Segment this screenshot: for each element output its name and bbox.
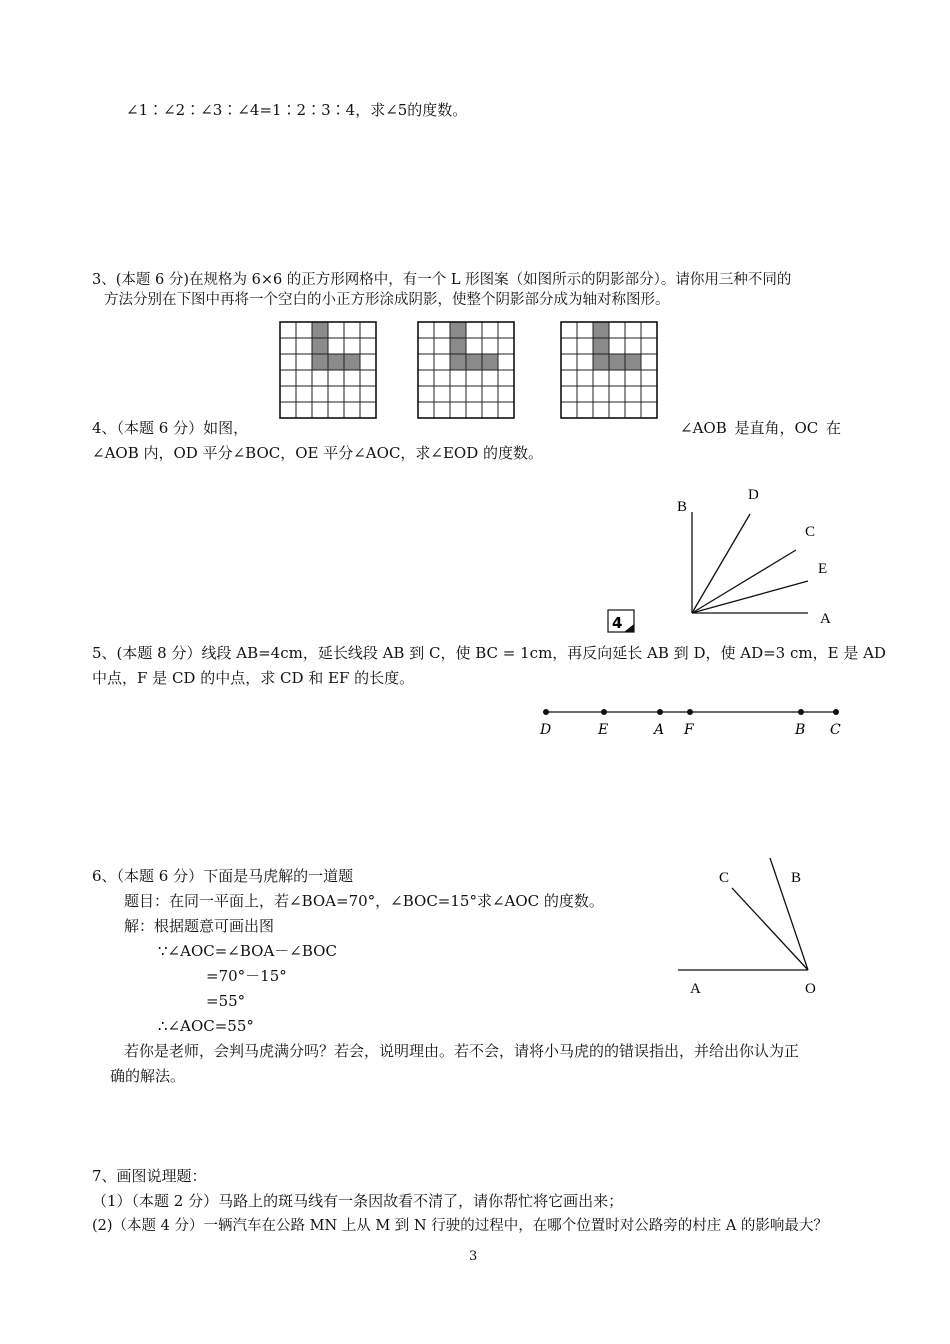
angle-figure-aob [600, 480, 850, 640]
shaded-cell [450, 322, 466, 338]
shaded-cell [593, 322, 609, 338]
grid-figure-3 [559, 320, 663, 420]
q3-line1: 3、(本题 6 分)在规格为 6×6 的正方形网格中，有一个 L 形图案（如图所示的阴影部分）。请你用三种不同的 [92, 272, 792, 288]
ray-ob [770, 858, 808, 970]
label-c: C [719, 870, 730, 886]
q6-line5: =70°－15° [206, 967, 287, 985]
q6-line4: ∵∠AOC=∠BOA－∠BOC [158, 942, 337, 960]
label-b: B [791, 870, 802, 886]
q6-line6: =55° [206, 992, 246, 1010]
shaded-cell [450, 354, 466, 370]
point-d [543, 709, 549, 715]
point-a [657, 709, 663, 715]
ray-oc [732, 888, 808, 970]
shaded-cell [312, 322, 328, 338]
ray-oe [692, 581, 808, 613]
shaded-cell [312, 354, 328, 370]
shaded-cell [466, 354, 482, 370]
shaded-cell [344, 354, 360, 370]
shaded-cell [593, 338, 609, 354]
q6-line8: 若你是老师，会判马虎满分吗？若会，说明理由。若不会，请将小马虎的的错误指出，并给出你认为正 [124, 1042, 800, 1060]
q4-line1-left: 4、（本题 6 分）如图， [92, 419, 249, 437]
point-c [833, 709, 839, 715]
point-label-d: D [540, 722, 552, 738]
point-label-b: B [795, 722, 806, 738]
q7-line1: 7、画图说理题： [92, 1167, 207, 1185]
grid-figure-1 [278, 320, 382, 420]
point-e [601, 709, 607, 715]
segment-figure [530, 700, 850, 745]
label-o: O [805, 981, 816, 997]
q4-line2: ∠AOB 内，OD 平分∠BOC，OE 平分∠AOC，求∠EOD 的度数。 [92, 444, 544, 462]
q5-line2: 中点，F 是 CD 的中点，求 CD 和 EF 的长度。 [92, 669, 415, 687]
label-a: A [820, 611, 831, 627]
q6-line2: 题目：在同一平面上，若∠BOA=70°，∠BOC=15°求∠AOC 的度数。 [124, 892, 604, 910]
svg-text:4: 4 [612, 614, 623, 632]
label-b: B [677, 499, 688, 515]
q6-line1: 6、（本题 6 分）下面是马虎解的一道题 [92, 867, 354, 885]
q3-line2: 方法分别在下图中再将一个空白的小正方形涂成阴影，使整个阴影部分成为轴对称图形。 [104, 292, 670, 308]
page-number: 3 [469, 1249, 478, 1264]
shaded-cell [482, 354, 498, 370]
shaded-cell [450, 338, 466, 354]
label-d: D [748, 487, 759, 503]
shaded-cell [609, 354, 625, 370]
q5-line1: 5、(本题 8 分）线段 AB=4cm，延长线段 AB 到 C，使 BC = 1cm，再反向延长 AB 到 D，使 AD=3 cm，E 是 AD [92, 644, 886, 662]
shaded-cell [625, 354, 641, 370]
angle-figure-boa [670, 850, 840, 1000]
point-b [798, 709, 804, 715]
q6-line3: 解：根据题意可画出图 [124, 917, 275, 935]
label-c: C [805, 524, 816, 540]
point-label-e: E [598, 722, 609, 738]
point-label-f: F [684, 722, 694, 738]
point-f [687, 709, 693, 715]
label-e: E [818, 561, 828, 577]
point-label-c: C [830, 722, 841, 738]
point-label-a: A [654, 722, 665, 738]
q6-line7: ∴∠AOC=55° [158, 1017, 254, 1035]
q7-line2: （1）（本题 2 分）马路上的斑马线有一条因故看不清了，请你帮忙将它画出来； [92, 1192, 624, 1210]
q7-line3: (2)（本题 4 分）一辆汽车在公路 MN 上从 M 到 N 行驶的过程中，在哪个位置时对公路旁的村庄 A 的影响最大？ [92, 1218, 828, 1234]
grid-figure-2 [416, 320, 520, 420]
q4-line1-right: ∠AOB 是直角，OC 在 [680, 419, 842, 437]
q6-line9: 确的解法。 [110, 1067, 186, 1085]
shaded-cell [312, 338, 328, 354]
q2-text: ∠1∶∠2∶∠3∶∠4=1∶2∶3∶4，求∠5的度数。 [126, 101, 468, 119]
shaded-cell [328, 354, 344, 370]
shaded-cell [593, 354, 609, 370]
label-a: A [690, 981, 701, 997]
ray-oc [692, 550, 796, 613]
figure-badge [608, 610, 634, 632]
ray-od [692, 514, 750, 613]
